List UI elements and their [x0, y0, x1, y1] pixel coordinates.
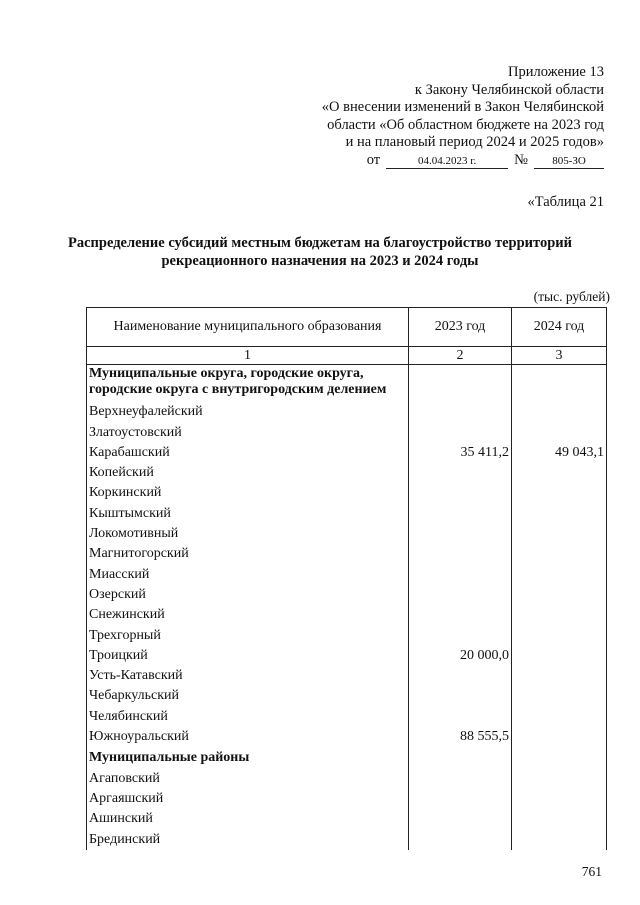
group-name: [87, 365, 409, 403]
table-row: [87, 768, 607, 788]
table-row: [87, 483, 607, 503]
value-2024: [512, 706, 607, 726]
group-name: Муниципальные районы: [87, 747, 409, 768]
value-2024: [512, 727, 607, 747]
title-line-1: Распределение субсидий местным бюджетам на благоустройство территорий: [68, 235, 572, 251]
value-2023: [409, 463, 512, 483]
law-number: 805-ЗО: [534, 155, 604, 169]
municipality-name: Троицкий: [87, 646, 409, 666]
municipality-name: Магнитогорский: [87, 544, 409, 564]
value-2023: [409, 809, 512, 829]
table-row: [87, 564, 607, 584]
group-row-municipal-districts: [87, 747, 607, 768]
table-row: [87, 503, 607, 523]
column-number: 2: [409, 347, 512, 365]
ot-label: от: [366, 151, 381, 168]
appendix-line-4: области «Об областном бюджете на 2023 год: [327, 116, 604, 133]
table-row: [87, 625, 607, 645]
number-sign: №: [514, 151, 528, 168]
value-2024: [512, 605, 607, 625]
value-2023: [409, 686, 512, 706]
table-row: [87, 829, 607, 849]
table-row: [87, 524, 607, 544]
document-title: [60, 234, 580, 270]
value-2023: 88 555,5: [409, 727, 512, 747]
value-2023: [409, 402, 512, 422]
value-2024: [512, 503, 607, 523]
municipality-name: Карабашский: [87, 443, 409, 463]
value-2024: [512, 544, 607, 564]
municipality-name: Коркинский: [87, 483, 409, 503]
value-2024: [512, 809, 607, 829]
value-2023: [409, 666, 512, 686]
table-label: «Таблица 21: [527, 194, 604, 210]
value-2024: [512, 402, 607, 422]
group-cell-2024: [512, 365, 607, 403]
appendix-header: [284, 64, 604, 169]
municipality-name: Озерский: [87, 585, 409, 605]
appendix-line-3: «О внесении изменений в Закон Челябинской: [321, 99, 604, 115]
subsidy-table: [86, 307, 607, 850]
group-row-municipal-districts-city: [87, 365, 607, 403]
column-number: 3: [512, 347, 607, 365]
municipality-name: Южноуральский: [87, 727, 409, 747]
value-2023: [409, 829, 512, 849]
value-2023: [409, 625, 512, 645]
appendix-line-5: и на плановый период 2024 и 2025 годов»: [345, 134, 604, 150]
municipality-name: Кыштымский: [87, 503, 409, 523]
header-2023: 2023 год: [409, 308, 512, 347]
law-date-number-line: [284, 152, 604, 170]
municipality-name: Чебаркульский: [87, 686, 409, 706]
value-2023: [409, 768, 512, 788]
value-2024: [512, 789, 607, 809]
value-2024: [512, 666, 607, 686]
municipality-name: Усть-Катавский: [87, 666, 409, 686]
group-cell-2023: [409, 747, 512, 768]
value-2024: [512, 422, 607, 442]
page-number: 761: [581, 864, 602, 879]
column-number-row: [87, 347, 607, 365]
appendix-line-1: Приложение 13: [508, 64, 604, 80]
table-row: [87, 666, 607, 686]
group-cell-2023: [409, 365, 512, 403]
value-2023: 20 000,0: [409, 646, 512, 666]
value-2023: [409, 483, 512, 503]
group-name-line-1: Муниципальные округа, городские округа,: [89, 366, 364, 381]
table-row: [87, 605, 607, 625]
header-2024: 2024 год: [512, 308, 607, 347]
table-header-row: [87, 308, 607, 347]
table-row: [87, 443, 607, 463]
value-2024: [512, 625, 607, 645]
table-row: [87, 585, 607, 605]
municipality-name: Копейский: [87, 463, 409, 483]
table-row: [87, 422, 607, 442]
table-row: [87, 402, 607, 422]
municipality-name: Локомотивный: [87, 524, 409, 544]
table-row: [87, 706, 607, 726]
municipality-name: Брединский: [87, 829, 409, 849]
municipality-name: Челябинский: [87, 706, 409, 726]
law-date: 04.04.2023 г.: [386, 155, 508, 169]
value-2023: [409, 503, 512, 523]
value-2023: [409, 524, 512, 544]
value-2024: [512, 564, 607, 584]
appendix-line-2: к Закону Челябинской области: [414, 81, 604, 98]
value-2023: [409, 544, 512, 564]
group-cell-2024: [512, 747, 607, 768]
value-2024: [512, 768, 607, 788]
value-2024: [512, 524, 607, 544]
municipality-name: Верхнеуфалейский: [87, 402, 409, 422]
municipality-name: Агаповский: [87, 768, 409, 788]
table-row: [87, 809, 607, 829]
header-municipality: Наименование муниципального образования: [87, 308, 409, 347]
table-row: [87, 789, 607, 809]
table-row: [87, 463, 607, 483]
value-2024: [512, 463, 607, 483]
value-2023: [409, 789, 512, 809]
municipality-name: Трехгорный: [87, 625, 409, 645]
value-2024: [512, 646, 607, 666]
table-row: [87, 686, 607, 706]
value-2023: [409, 605, 512, 625]
table-row: [87, 727, 607, 747]
group-name-line-2: городские округа с внутригородским делением: [89, 382, 387, 397]
municipality-name: Ашинский: [87, 809, 409, 829]
title-line-2: рекреационного назначения на 2023 и 2024 годы: [161, 253, 479, 269]
municipality-name: Снежинский: [87, 605, 409, 625]
value-2023: [409, 706, 512, 726]
value-2024: [512, 829, 607, 849]
value-2023: [409, 422, 512, 442]
municipality-name: Златоустовский: [87, 422, 409, 442]
value-2024: [512, 686, 607, 706]
table-row: [87, 544, 607, 564]
value-2024: 49 043,1: [512, 443, 607, 463]
value-2024: [512, 585, 607, 605]
municipality-name: Миасский: [87, 564, 409, 584]
municipality-name: Аргаяшский: [87, 789, 409, 809]
value-2023: [409, 585, 512, 605]
table-row: [87, 646, 607, 666]
value-2023: [409, 564, 512, 584]
units-label: (тыс. рублей): [533, 289, 610, 304]
value-2024: [512, 483, 607, 503]
value-2023: 35 411,2: [409, 443, 512, 463]
column-number: 1: [87, 347, 409, 365]
